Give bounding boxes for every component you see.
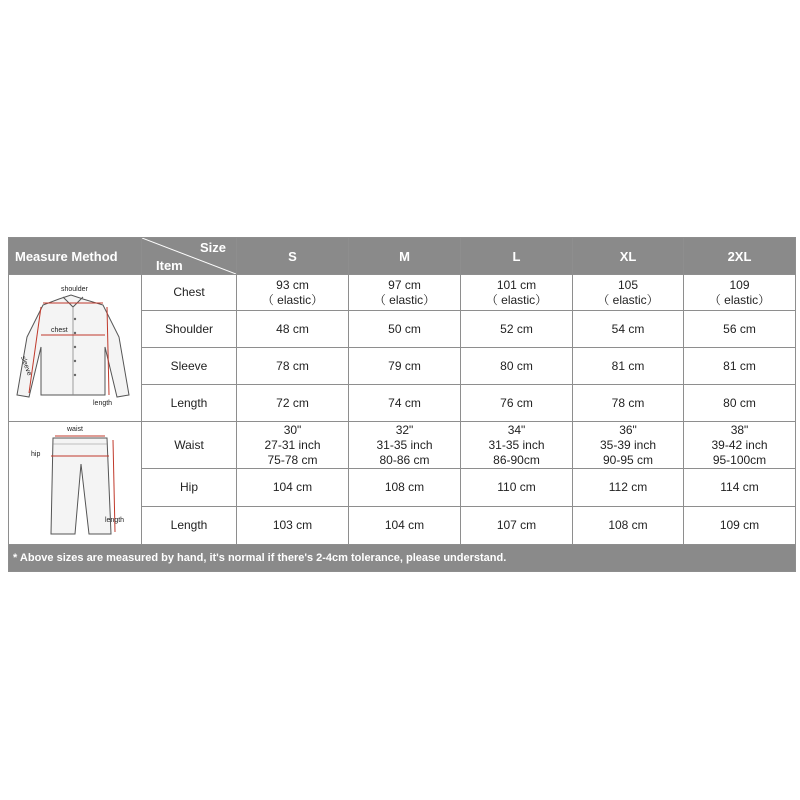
- item-length: Length: [142, 385, 237, 422]
- value-line: 90-95 cm: [602, 452, 654, 467]
- value-line: 105: [617, 277, 639, 292]
- value-sleeve-l: [461, 348, 573, 385]
- value-chest-xl: [573, 275, 684, 311]
- value-line: （ elastic）: [597, 292, 659, 307]
- value-waist-2xl: [684, 422, 796, 469]
- pants-measure-illustration: [11, 422, 139, 540]
- value-length-l: [461, 385, 573, 422]
- value-waist-s: [237, 422, 349, 469]
- value-length-m: [349, 385, 461, 422]
- value-sleeve-2xl: [684, 348, 796, 385]
- value-line: 38": [730, 422, 749, 437]
- value-line: 31-35 inch: [488, 437, 545, 452]
- size-chart-table: [8, 237, 796, 572]
- value-line: 75-78 cm: [267, 452, 318, 467]
- value-line: 56 cm: [723, 321, 756, 336]
- value-line: （ elastic）: [261, 292, 324, 307]
- value-length-2xl: [684, 507, 796, 545]
- value-line: 30": [283, 422, 302, 437]
- value-line: 36": [619, 422, 637, 437]
- value-sleeve-xl: [573, 348, 684, 385]
- measure-method-header: Measure Method: [9, 238, 142, 275]
- pants-label-length: length: [105, 517, 125, 524]
- value-line: 81 cm: [611, 358, 645, 373]
- value-line: 48 cm: [276, 321, 309, 336]
- value-shoulder-m: [349, 311, 461, 348]
- value-length-2xl: [684, 385, 796, 422]
- value-line: 104 cm: [272, 480, 313, 495]
- bottom-measure-method-cell: [9, 422, 142, 545]
- value-line: 108 cm: [608, 518, 648, 533]
- value-line: 93 cm: [276, 277, 309, 292]
- item-hip: Hip: [142, 469, 237, 507]
- pants-label-waist: waist: [67, 426, 83, 433]
- shirt-measure-illustration: [11, 277, 139, 415]
- value-line: 107 cm: [496, 518, 537, 533]
- item-sleeve: Sleeve: [142, 348, 237, 385]
- value-length-s: [237, 385, 349, 422]
- value-line: 27-31 inch: [264, 437, 321, 452]
- value-line: 31-35 inch: [376, 437, 433, 452]
- value-line: 80 cm: [723, 395, 756, 410]
- value-line: （ elastic）: [373, 292, 436, 307]
- value-line: 39-42 inch: [711, 437, 768, 452]
- value-line: 109: [729, 277, 750, 292]
- value-waist-xl: [573, 422, 684, 469]
- value-chest-l: [461, 275, 573, 311]
- value-length-xl: [573, 385, 684, 422]
- size-header-2xl: 2XL: [684, 238, 796, 275]
- value-line: 103 cm: [272, 518, 313, 533]
- value-hip-m: [349, 469, 461, 507]
- value-sleeve-m: [349, 348, 461, 385]
- value-line: 52 cm: [500, 321, 533, 336]
- value-shoulder-2xl: [684, 311, 796, 348]
- value-line: （ elastic）: [708, 292, 771, 307]
- value-hip-l: [461, 469, 573, 507]
- value-hip-2xl: [684, 469, 796, 507]
- value-hip-s: [237, 469, 349, 507]
- size-chart-body: [9, 275, 796, 545]
- size-header-xl: XL: [573, 238, 684, 275]
- item-chest: Chest: [142, 275, 237, 311]
- top-row-chest: [9, 275, 796, 311]
- value-line: 81 cm: [723, 358, 756, 373]
- value-length-m: [349, 507, 461, 545]
- item-length: Length: [142, 507, 237, 545]
- value-line: 80 cm: [500, 358, 533, 373]
- value-line: 32": [395, 422, 414, 437]
- footnote-row: [9, 545, 796, 572]
- item-shoulder: Shoulder: [142, 311, 237, 348]
- value-chest-2xl: [684, 275, 796, 311]
- value-line: 79 cm: [388, 358, 421, 373]
- value-line: 112 cm: [608, 480, 648, 495]
- value-hip-xl: [573, 469, 684, 507]
- shirt-label-shoulder: shoulder: [61, 286, 88, 293]
- value-sleeve-s: [237, 348, 349, 385]
- value-line: 35-39 inch: [599, 437, 657, 452]
- value-line: 80-86 cm: [379, 452, 430, 467]
- item-waist: Waist: [142, 422, 237, 469]
- value-chest-s: [237, 275, 349, 311]
- value-line: 72 cm: [276, 395, 309, 410]
- value-line: （ elastic）: [485, 292, 548, 307]
- value-line: 95-100cm: [712, 452, 767, 467]
- header-row: [9, 238, 796, 275]
- value-line: 108 cm: [384, 480, 425, 495]
- shirt-label-chest: chest: [51, 327, 68, 334]
- value-line: 34": [507, 422, 526, 437]
- value-shoulder-s: [237, 311, 349, 348]
- value-line: 78 cm: [611, 395, 645, 410]
- pants-label-hip: hip: [31, 451, 41, 458]
- item-label: Item: [156, 258, 183, 273]
- value-length-l: [461, 507, 573, 545]
- size-label: Size: [199, 240, 226, 255]
- value-shoulder-l: [461, 311, 573, 348]
- value-line: 109 cm: [719, 518, 760, 533]
- value-line: 54 cm: [611, 321, 645, 336]
- value-line: 50 cm: [388, 321, 421, 336]
- value-line: 86-90cm: [493, 452, 540, 467]
- bottom-row-waist: [9, 422, 796, 469]
- value-line: 101 cm: [496, 277, 537, 292]
- value-line: 110 cm: [497, 480, 536, 495]
- value-line: 78 cm: [276, 358, 309, 373]
- value-line: 114 cm: [720, 480, 759, 495]
- value-line: 74 cm: [388, 395, 421, 410]
- value-line: 97 cm: [388, 277, 421, 292]
- size-item-header: [142, 238, 237, 275]
- value-waist-l: [461, 422, 573, 469]
- value-line: 104 cm: [384, 518, 425, 533]
- size-header-s: S: [237, 238, 349, 275]
- value-waist-m: [349, 422, 461, 469]
- size-header-m: M: [349, 238, 461, 275]
- top-measure-method-cell: [9, 275, 142, 422]
- shirt-label-length: length: [93, 400, 113, 407]
- value-length-s: [237, 507, 349, 545]
- value-length-xl: [573, 507, 684, 545]
- footnote: * Above sizes are measured by hand, it's normal if there's 2-4cm tolerance, please understand.: [9, 545, 796, 572]
- value-chest-m: [349, 275, 461, 311]
- value-line: 76 cm: [500, 395, 533, 410]
- size-header-l: L: [461, 238, 573, 275]
- shirt-label-sleeve: sleeve: [19, 355, 33, 377]
- value-shoulder-xl: [573, 311, 684, 348]
